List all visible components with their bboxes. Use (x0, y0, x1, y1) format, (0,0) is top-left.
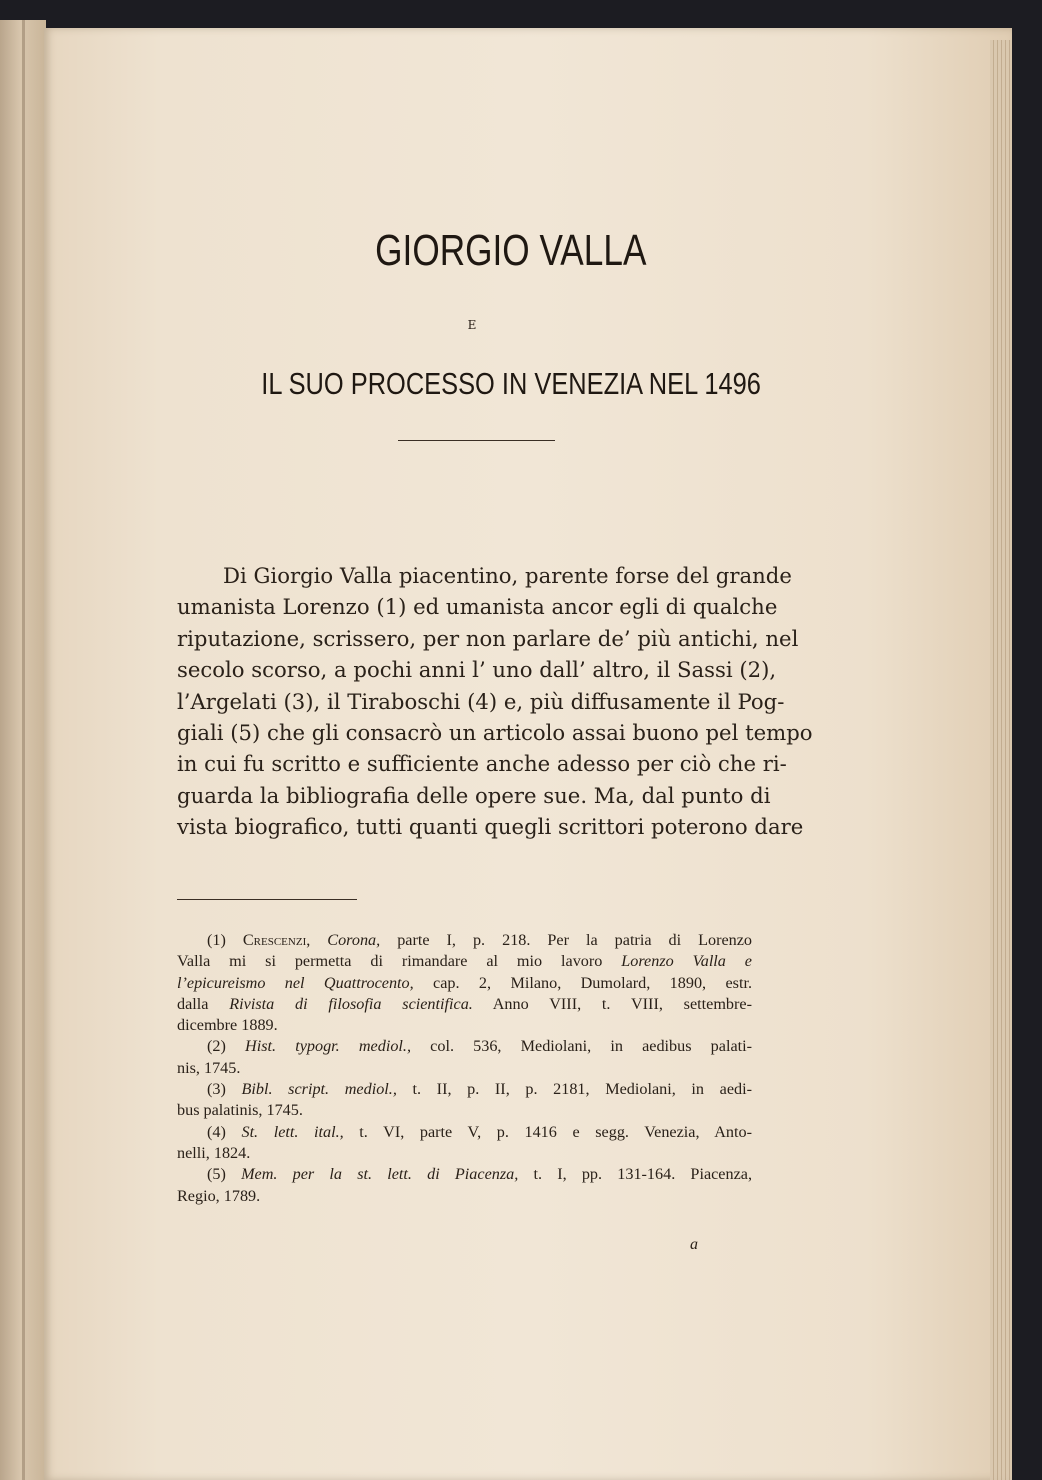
footnote-1-line: l’epicureismo nel Quattrocento, cap. 2, Milano, Dumolard, 1890, estr. (177, 973, 752, 992)
footnote-5-line: (5) Mem. per la st. lett. di Piacenza, t. I, pp. 131-164. Piacenza, (207, 1165, 753, 1184)
body-line: vista biografico, tutti quanti quegli scrittori poterono dare (177, 814, 804, 840)
body-line: riputazione, scrissero, per non parlare de’ più antichi, nel (177, 625, 799, 651)
body-line: Di Giorgio Valla piacentino, parente forse del grande (223, 563, 792, 588)
footnote-2-line: (2) Hist. typogr. mediol., col. 536, Mediolani, in aedibus palati- (207, 1037, 753, 1056)
footnote-3-line: (3) Bibl. script. mediol., t. II, p. II, p. 2181, Mediolani, in aedi- (207, 1080, 752, 1099)
body-line: guarda la bibliografia delle opere sue. Ma, dal punto di (177, 782, 771, 808)
body-line: umanista Lorenzo (1) ed umanista ancor egli di qualche (177, 594, 778, 620)
body-line: giali (5) che gli consacrò un articolo assai buono pel tempo (177, 720, 813, 746)
footnote-1-line: dicembre 1889. (177, 1016, 278, 1035)
page-title: GIORGIO VALLA (375, 226, 647, 275)
footnote-4-line: (4) St. lett. ital., t. VI, parte V, p. 1416 e segg. Venezia, Anto- (207, 1122, 752, 1141)
body-line: secolo scorso, a pochi anni l’ uno dall’ altro, il Sassi (2), (177, 657, 777, 683)
footnotes (177, 930, 752, 1207)
footnote-1-line: dalla Rivista di filosofia scientifica. Anno VIII, t. VIII, settembre- (177, 994, 752, 1013)
body-line: in cui fu scritto e sufficiente anche adesso per ciò che ri- (177, 751, 787, 777)
footnote-rule (177, 899, 357, 900)
footnote-5-line: Regio, 1789. (177, 1186, 261, 1205)
footnote-1-line: Valla mi si permetta di rimandare al mio lavoro Lorenzo Valla e (177, 952, 752, 971)
title-conjunction: E (467, 318, 477, 332)
footnote-4-line: nelli, 1824. (177, 1143, 251, 1162)
left-page-edge (0, 20, 46, 1480)
page-subtitle: IL SUO PROCESSO IN VENEZIA NEL 1496 (261, 366, 761, 401)
body-paragraph (177, 560, 813, 843)
signature-mark: a (690, 1236, 698, 1253)
title-rule (398, 440, 555, 441)
footnote-1-line: (1) Crescenzi, Corona, parte I, p. 218. Per la patria di Lorenzo (207, 931, 753, 949)
footnote-2-line: nis, 1745. (177, 1058, 241, 1077)
body-line: l’Argelati (3), il Tiraboschi (4) e, più diffusamente il Pog- (177, 688, 785, 714)
footnote-3-line: bus palatinis, 1745. (177, 1101, 303, 1120)
page-stack-edge (990, 40, 1012, 1480)
